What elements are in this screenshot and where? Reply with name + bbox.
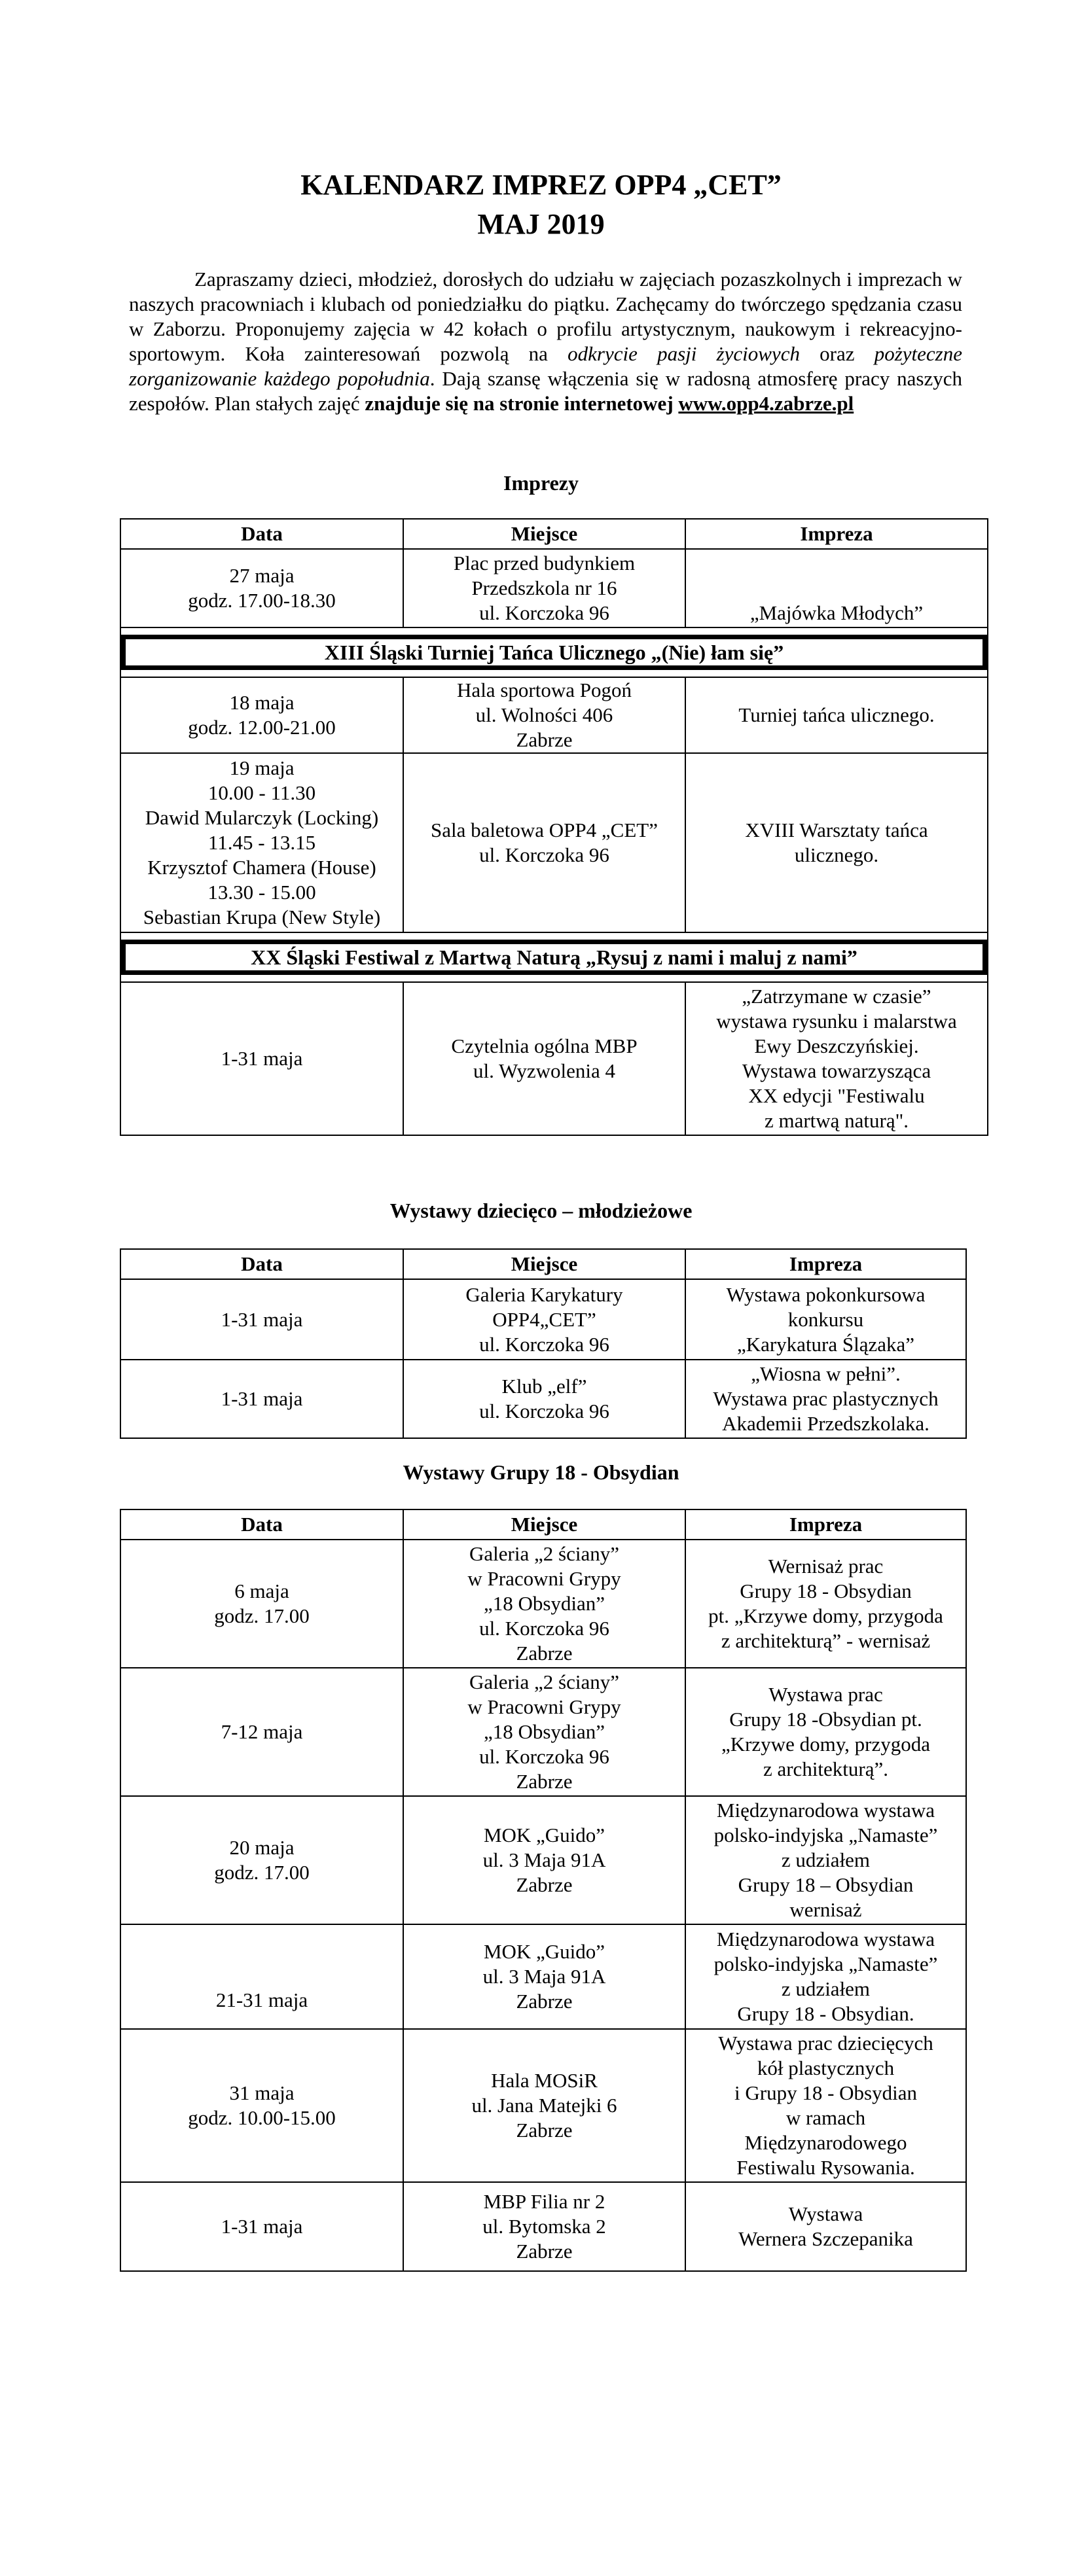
row-date: 21-31 maja bbox=[120, 1924, 403, 2029]
row-event bbox=[685, 2029, 966, 2182]
place-line: ul. Wolności 406 bbox=[475, 703, 613, 726]
place-line: ul. Korczoka 96 bbox=[479, 1400, 609, 1422]
row-place bbox=[403, 1279, 685, 1360]
date-line: godz. 17.00 bbox=[214, 1861, 310, 1884]
intro-bold: znajduje się na stronie internetowej bbox=[365, 392, 679, 415]
table-row bbox=[120, 2182, 966, 2271]
row-event bbox=[685, 2182, 966, 2271]
header-date: Data bbox=[120, 1249, 403, 1279]
event-line: Wystawa towarzysząca bbox=[742, 1059, 931, 1082]
event-line: Wystawa prac dziecięcych bbox=[718, 2032, 933, 2055]
intro-text-3: . Dają szansę włączenia się w radosną atmosferę pracy naszych zespołów. Plan stałych zajęć bbox=[129, 367, 962, 415]
place-line: Sala baletowa OPP4 „CET” bbox=[431, 819, 658, 841]
row-place bbox=[403, 1796, 685, 1924]
event-line: kół plastycznych bbox=[757, 2056, 895, 2079]
row-place bbox=[403, 549, 685, 627]
place-line: w Pracowni Grypy bbox=[467, 1567, 621, 1590]
event-line: z martwą naturą". bbox=[764, 1109, 909, 1132]
row-event bbox=[685, 1668, 966, 1796]
row-event bbox=[685, 1924, 966, 2029]
festival-banner-cell bbox=[120, 932, 988, 982]
row-event: „Majówka Młodych” bbox=[685, 549, 988, 627]
event-line: z architekturą” - wernisaż bbox=[721, 1629, 931, 1652]
place-line: Zabrze bbox=[516, 728, 573, 751]
date-line: godz. 17.00 bbox=[214, 1604, 310, 1627]
row-place bbox=[403, 2029, 685, 2182]
date-line: 6 maja bbox=[234, 1579, 289, 1602]
row-place bbox=[403, 982, 685, 1135]
place-line: Przedszkola nr 16 bbox=[471, 576, 617, 599]
festival-banner-row bbox=[120, 932, 988, 982]
intro-italic-1: odkrycie pasji życiowych bbox=[568, 342, 800, 365]
intro-italic-2: pożyteczne zorganizowanie każdego popołudnia bbox=[129, 342, 962, 390]
festival-banner-row bbox=[120, 627, 988, 677]
event-line: Międzynarodowa wystawa bbox=[716, 1928, 935, 1950]
intro-paragraph bbox=[129, 267, 962, 416]
date-line: godz. 12.00-21.00 bbox=[188, 716, 336, 739]
place-line: ul. Korczoka 96 bbox=[479, 843, 609, 866]
table-row bbox=[120, 1360, 966, 1438]
table-row bbox=[120, 1540, 966, 1668]
place-line: ul. Korczoka 96 bbox=[479, 601, 609, 624]
event-line: wystawa rysunku i malarstwa bbox=[716, 1010, 957, 1032]
festival-banner-2: XX Śląski Festiwal z Martwą Naturą „Rysuj z nami i maluj z nami” bbox=[121, 940, 987, 975]
event-line: Wystawa prac plastycznych bbox=[713, 1387, 939, 1410]
date-line: 13.30 - 15.00 bbox=[207, 881, 316, 904]
row-date bbox=[120, 1796, 403, 1924]
date-line: godz. 10.00-15.00 bbox=[188, 2106, 336, 2129]
row-date: 1-31 maja bbox=[120, 982, 403, 1135]
place-line: Galeria Karykatury bbox=[465, 1282, 623, 1306]
row-place bbox=[403, 677, 685, 753]
header-date: Data bbox=[120, 519, 403, 549]
event-line: „Wiosna w pełni”. bbox=[751, 1362, 901, 1385]
event-line: wernisaż bbox=[789, 1898, 862, 1921]
date-line: Sebastian Krupa (New Style) bbox=[143, 906, 381, 928]
place-line: Czytelnia ogólna MBP bbox=[451, 1034, 638, 1057]
row-date bbox=[120, 1540, 403, 1668]
place-line: ul. Jana Matejki 6 bbox=[471, 2094, 617, 2117]
title-line-2: MAJ 2019 bbox=[477, 208, 605, 240]
event-line: Festiwalu Rysowania. bbox=[736, 2156, 915, 2179]
table-header-row bbox=[120, 1509, 966, 1540]
festival-banner-cell bbox=[120, 627, 988, 677]
row-date: 1-31 maja bbox=[120, 1360, 403, 1438]
row-place bbox=[403, 1540, 685, 1668]
place-line: Zabrze bbox=[516, 1642, 573, 1665]
header-event: Impreza bbox=[685, 1509, 966, 1540]
event-line: pt. „Krzywe domy, przygoda bbox=[708, 1604, 943, 1627]
section-title-wystawy-dm: Wystawy dziecięco – młodzieżowe bbox=[389, 1199, 693, 1222]
date-line: godz. 17.00-18.30 bbox=[188, 589, 336, 612]
page-title bbox=[0, 166, 1082, 244]
event-line: Akademii Przedszkolaka. bbox=[722, 1412, 929, 1435]
row-place bbox=[403, 753, 685, 932]
table-wystawy-dm bbox=[120, 1248, 967, 1439]
place-line: MOK „Guido” bbox=[483, 1940, 605, 1963]
date-line: 31 maja bbox=[229, 2081, 295, 2104]
event-line: z udziałem bbox=[781, 1848, 871, 1871]
place-line: Galeria „2 ściany” bbox=[469, 1670, 619, 1693]
table-row bbox=[120, 2029, 966, 2182]
event-line: Grupy 18 - Obsydian. bbox=[737, 2002, 914, 2025]
place-line: ul. 3 Maja 91A bbox=[482, 1848, 606, 1871]
event-line: polsko-indyjska „Namaste” bbox=[713, 1824, 938, 1846]
date-line: 27 maja bbox=[229, 564, 295, 587]
event-line: Wystawa pokonkursowa bbox=[726, 1282, 926, 1306]
date-line: 10.00 - 11.30 bbox=[207, 781, 316, 804]
table-row bbox=[120, 1668, 966, 1796]
place-line: ul. Korczoka 96 bbox=[479, 1745, 609, 1768]
event-line: Wystawa bbox=[788, 2202, 863, 2225]
place-line: OPP4„CET” bbox=[492, 1307, 596, 1331]
row-place bbox=[403, 1360, 685, 1438]
title-line-1: KALENDARZ IMPREZ OPP4 „CET” bbox=[300, 169, 782, 201]
place-line: Zabrze bbox=[516, 2240, 573, 2263]
table-row bbox=[120, 753, 988, 932]
place-line: Zabrze bbox=[516, 1770, 573, 1793]
event-line: XX edycji "Festiwalu bbox=[748, 1084, 925, 1107]
event-line: i Grupy 18 - Obsydian bbox=[734, 2081, 917, 2104]
row-date bbox=[120, 753, 403, 932]
header-event: Impreza bbox=[685, 519, 988, 549]
row-date: 1-31 maja bbox=[120, 1279, 403, 1360]
date-line: 20 maja bbox=[229, 1836, 295, 1859]
intro-text-2: oraz bbox=[799, 342, 875, 365]
place-line: MOK „Guido” bbox=[483, 1824, 605, 1846]
row-event bbox=[685, 982, 988, 1135]
place-line: Klub „elf” bbox=[501, 1375, 587, 1398]
event-line: XVIII Warsztaty tańca bbox=[745, 819, 928, 841]
place-line: Zabrze bbox=[516, 1990, 573, 2013]
place-line: „18 Obsydian” bbox=[483, 1720, 605, 1743]
event-line: Międzynarodowa wystawa bbox=[716, 1799, 935, 1822]
row-event bbox=[685, 1540, 966, 1668]
place-line: Hala MOSiR bbox=[491, 2069, 598, 2092]
row-place bbox=[403, 2182, 685, 2271]
date-line: 19 maja bbox=[229, 756, 295, 779]
place-line: w Pracowni Grypy bbox=[467, 1695, 621, 1718]
website-link[interactable]: www.opp4.zabrze.pl bbox=[678, 392, 854, 415]
header-place: Miejsce bbox=[403, 519, 685, 549]
date-line: Krzysztof Chamera (House) bbox=[147, 856, 376, 879]
table-header-row bbox=[120, 1249, 966, 1279]
intro-text-1: Zapraszamy dzieci, młodzież, dorosłych do udziału w zajęciach pozaszkolnych i imprezach w naszych pracowniach i klubach od poniedziałku do piątku. Zachęcamy do twórczego spędzania czasu w Zaborzu. Proponujemy zajęcia w 42 kołach o profilu artystycznym, naukowym i rekreacyjno-sportowym. Koła zainteresowań pozwolą na bbox=[129, 268, 962, 365]
table-row bbox=[120, 549, 988, 627]
event-line: Wernisaż prac bbox=[768, 1555, 884, 1578]
event-line: „Zatrzymane w czasie” bbox=[742, 985, 931, 1008]
place-line: Plac przed budynkiem bbox=[453, 552, 636, 574]
table-row bbox=[120, 982, 988, 1135]
event-line: Wernera Szczepanika bbox=[738, 2227, 913, 2250]
place-line: ul. Wyzwolenia 4 bbox=[473, 1059, 616, 1082]
place-line: ul. Korczoka 96 bbox=[479, 1332, 609, 1356]
event-line: Grupy 18 - Obsydian bbox=[740, 1579, 912, 1602]
event-line: w ramach bbox=[785, 2106, 866, 2129]
row-event: Turniej tańca ulicznego. bbox=[685, 677, 988, 753]
event-line: z udziałem bbox=[781, 1977, 871, 2000]
header-place: Miejsce bbox=[403, 1249, 685, 1279]
event-line: Grupy 18 – Obsydian bbox=[738, 1873, 914, 1896]
place-line: ul. 3 Maja 91A bbox=[482, 1965, 606, 1988]
row-event bbox=[685, 753, 988, 932]
row-date bbox=[120, 549, 403, 627]
place-line: „18 Obsydian” bbox=[483, 1592, 605, 1615]
event-line: Grupy 18 -Obsydian pt. bbox=[729, 1708, 922, 1731]
event-line: Wystawa prac bbox=[768, 1683, 883, 1706]
row-date: 7-12 maja bbox=[120, 1668, 403, 1796]
table-row bbox=[120, 1924, 966, 2029]
header-place: Miejsce bbox=[403, 1509, 685, 1540]
place-line: ul. Korczoka 96 bbox=[479, 1617, 609, 1640]
event-line: „Karykatura Ślązaka” bbox=[736, 1332, 915, 1356]
row-date: 1-31 maja bbox=[120, 2182, 403, 2271]
date-line: 11.45 - 13.15 bbox=[207, 831, 316, 854]
place-line: Zabrze bbox=[516, 1873, 573, 1896]
table-header-row bbox=[120, 519, 988, 549]
place-line: ul. Bytomska 2 bbox=[482, 2215, 606, 2238]
row-event bbox=[685, 1360, 966, 1438]
row-place bbox=[403, 1668, 685, 1796]
date-line: Dawid Mularczyk (Locking) bbox=[145, 806, 379, 829]
table-row bbox=[120, 677, 988, 753]
event-line: konkursu bbox=[787, 1307, 864, 1331]
place-line: MBP Filia nr 2 bbox=[483, 2190, 605, 2213]
section-title-imprezy: Imprezy bbox=[503, 471, 579, 495]
place-line: Hala sportowa Pogoń bbox=[457, 679, 632, 701]
event-line: ulicznego. bbox=[794, 843, 879, 866]
row-event bbox=[685, 1796, 966, 1924]
table-row bbox=[120, 1279, 966, 1360]
row-date bbox=[120, 677, 403, 753]
header-event: Impreza bbox=[685, 1249, 966, 1279]
row-event bbox=[685, 1279, 966, 1360]
table-obsydian bbox=[120, 1509, 967, 2272]
event-line: Międzynarodowego bbox=[744, 2131, 907, 2154]
place-line: Galeria „2 ściany” bbox=[469, 1542, 619, 1565]
table-row bbox=[120, 1796, 966, 1924]
event-line: z architekturą”. bbox=[763, 1757, 889, 1780]
event-line: „Krzywe domy, przygoda bbox=[721, 1733, 931, 1756]
place-line: Zabrze bbox=[516, 2119, 573, 2142]
header-date: Data bbox=[120, 1509, 403, 1540]
section-title-obsydian: Wystawy Grupy 18 - Obsydian bbox=[403, 1460, 679, 1484]
row-date bbox=[120, 2029, 403, 2182]
date-line: 18 maja bbox=[229, 691, 295, 714]
event-line: Ewy Deszczyńskiej. bbox=[754, 1034, 919, 1057]
festival-banner-1: XIII Śląski Turniej Tańca Ulicznego „(Nie) łam się” bbox=[121, 635, 987, 670]
event-line: polsko-indyjska „Namaste” bbox=[713, 1952, 938, 1975]
table-imprezy bbox=[120, 518, 988, 1136]
row-place bbox=[403, 1924, 685, 2029]
